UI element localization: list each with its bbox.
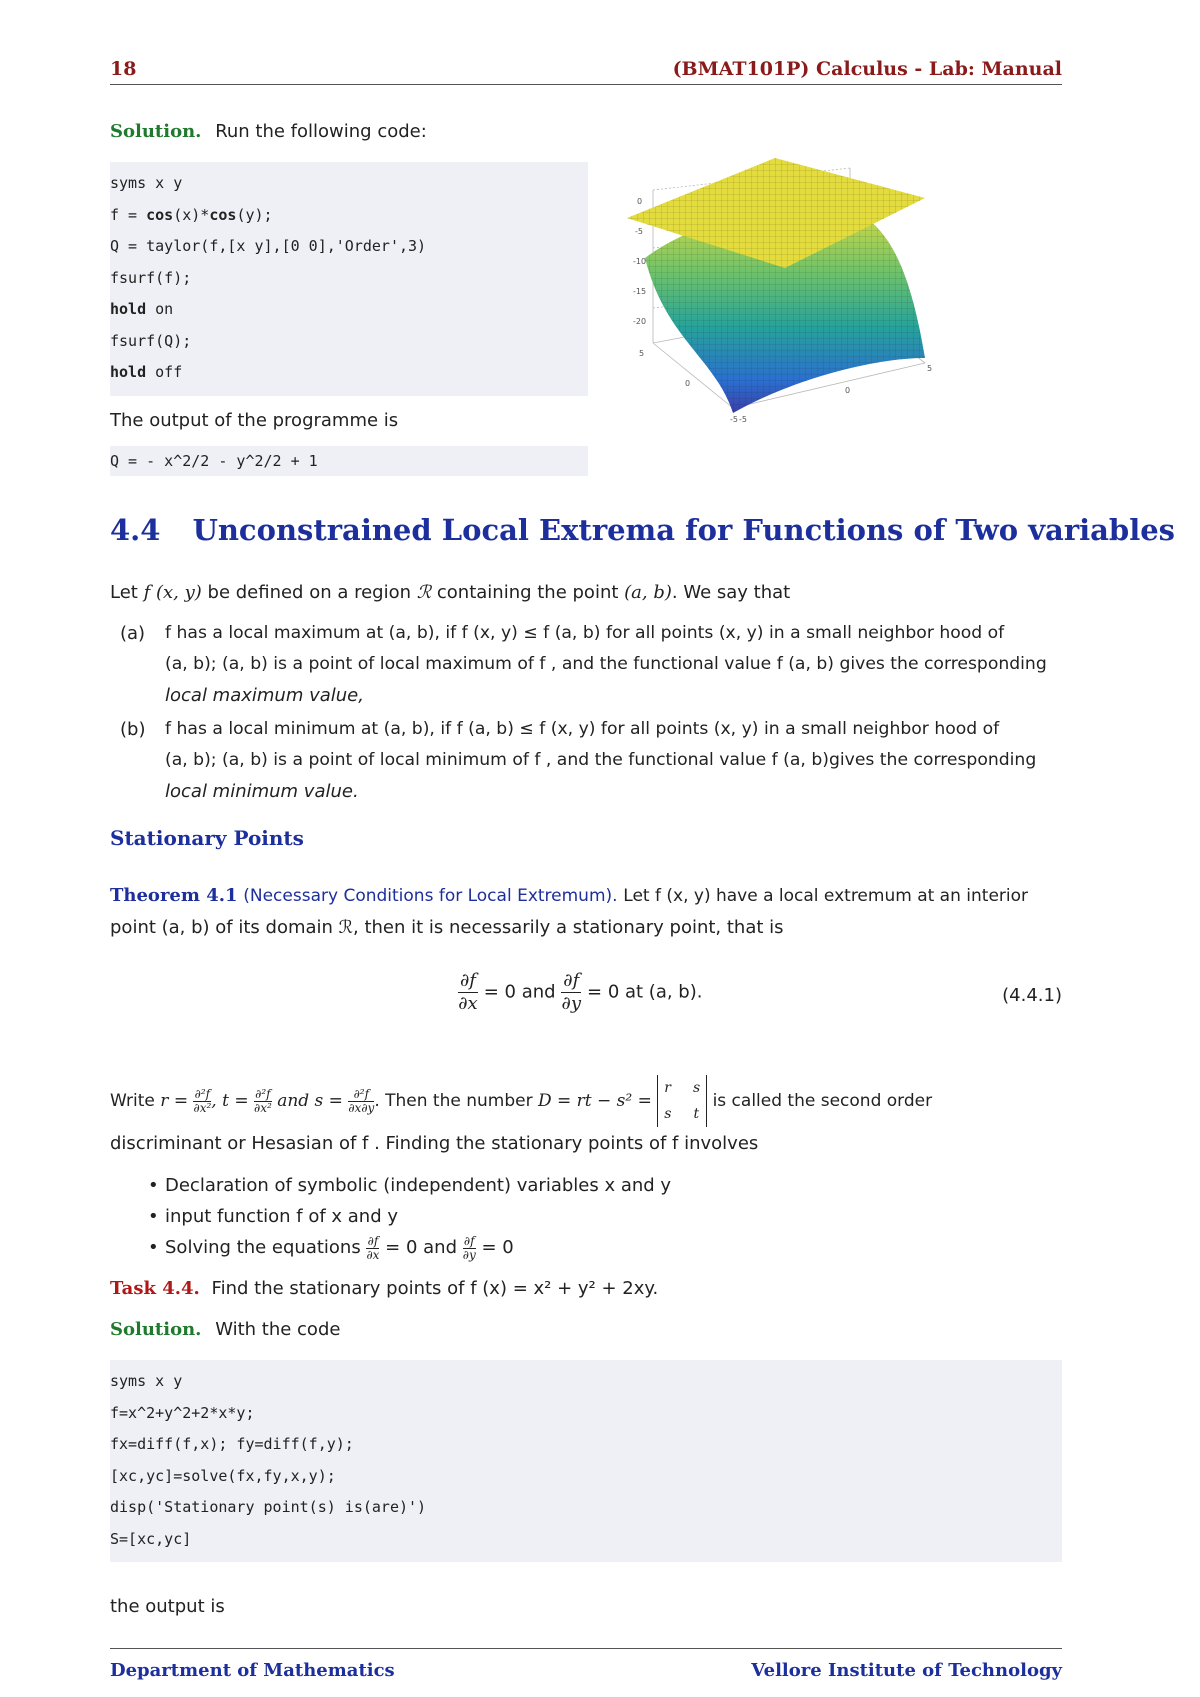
solution-intro bbox=[110, 1314, 340, 1345]
code-line: f = cos(x)*cos(y); bbox=[110, 205, 273, 224]
theorem-name: (Necessary Conditions for Local Extremum). bbox=[243, 886, 618, 906]
theorem: Theorem 4.1 (Necessary Conditions for Local Extremum). Let f (x, y) have a local extremum at an interior point (a, b) of its domain ℛ, then it is necessarily a stationary point, that is bbox=[110, 885, 1029, 938]
running-header-title: (BMAT101P) Calculus - Lab: Manual bbox=[672, 58, 1062, 80]
code-line: syms x y bbox=[110, 1372, 183, 1390]
list-item: (a) f has a local maximum at (a, b), if f (x, y) ≤ f (a, b) for all points (x, y) in a small neighbor hood of (a, b); (a, b) is a point of local maximum of f , and the functional value f (a, b) gives the corresponding local maximum value, bbox=[120, 618, 1065, 714]
item-line: f has a local minimum at (a, b), if f (a, b) ≤ f (x, y) for all points (x, y) in a small neighbor hood of bbox=[165, 719, 1000, 739]
code-line: fsurf(Q); bbox=[110, 331, 192, 350]
task-text: Find the stationary points of f (x) = x² + y² + 2xy. bbox=[211, 1278, 659, 1299]
output-intro: the output is bbox=[110, 1596, 225, 1617]
code-line: Q = - x^2/2 - y^2/2 + 1 bbox=[110, 452, 318, 470]
output-intro: The output of the programme is bbox=[110, 410, 399, 431]
equation-number: (4.4.1) bbox=[1002, 985, 1062, 1006]
code-line: hold off bbox=[110, 363, 183, 381]
equation-4-4-1: $\frac{\partial f}{\partial x}$ = 0 and $\frac{\partial f}{\partial y}$ = 0 at (a, b). bbox=[458, 970, 703, 1014]
z-tick: 0 bbox=[637, 197, 643, 206]
intro-paragraph: Let f (x, y) be defined on a region ℛ containing the point (a, b). We say that bbox=[110, 582, 791, 603]
item-line: (a, b); (a, b) is a point of local minimum of f , and the functional value f (a, b)gives the corresponding bbox=[165, 750, 1037, 770]
code-line: fsurf(f); bbox=[110, 268, 192, 287]
x-tick: -5 bbox=[739, 415, 747, 424]
solution-text: Run the following code: bbox=[215, 121, 427, 142]
bullet-item: • input function f of x and y bbox=[148, 1206, 399, 1227]
solution-text: With the code bbox=[215, 1319, 341, 1340]
item-line: (a, b); (a, b) is a point of local maximum of f , and the functional value f (a, b) gives the corresponding bbox=[165, 654, 1047, 674]
subsection-heading: Stationary Points bbox=[110, 826, 304, 850]
footer-right: Vellore Institute of Technology bbox=[751, 1660, 1062, 1681]
z-tick: -5 bbox=[635, 227, 643, 236]
y-tick: 0 bbox=[685, 379, 691, 388]
y-tick: 5 bbox=[639, 349, 645, 358]
discriminant-line: Write r = $\frac{\text{∂²f}}{\text{∂x²}}$ , t = $\frac{\text{∂²f}}{\text{∂x²}}$ and s = $\frac{\text{∂²f}}{\partial x\partial y}$ . Then the number D = rt − s² = r s s t is called the second order bbox=[110, 1075, 1065, 1127]
solution-intro bbox=[110, 116, 427, 147]
x-tick: 0 bbox=[845, 386, 851, 395]
bullet-item: • Declaration of symbolic (independent) variables x and y bbox=[148, 1175, 672, 1196]
bullet-list bbox=[0, 1170, 1200, 1263]
bullet-item: • Solving the equations $\frac{\partial f}{\partial x}$ = 0 and $\frac{\partial f}{\partial y}$ = 0 bbox=[148, 1233, 514, 1262]
footer-left: Department of Mathematics bbox=[110, 1660, 395, 1681]
code-line: [xc,yc]=solve(fx,fy,x,y); bbox=[110, 1466, 336, 1485]
task-label: Task 4.4. bbox=[110, 1278, 200, 1299]
z-tick: -15 bbox=[633, 287, 647, 296]
item-line: local maximum value, bbox=[165, 685, 364, 706]
z-tick: -10 bbox=[633, 257, 647, 266]
code-block-stationary bbox=[110, 1360, 1062, 1562]
footer-rule bbox=[110, 1648, 1062, 1649]
y-tick: -5 bbox=[730, 415, 738, 424]
code-line: Q = taylor(f,[x y],[0 0],'Order',3) bbox=[110, 237, 427, 255]
theorem-label: Theorem 4.1 bbox=[110, 885, 238, 906]
hessian-matrix: r s s t bbox=[657, 1075, 707, 1127]
code-block-taylor bbox=[110, 162, 588, 396]
item-line: local minimum value. bbox=[165, 781, 359, 802]
page-number: 18 bbox=[110, 58, 137, 80]
section-title: Unconstrained Local Extrema for Functions of Two variables bbox=[192, 513, 1175, 547]
section-heading bbox=[110, 513, 1175, 547]
surface-plot bbox=[625, 158, 1005, 458]
solution-label: Solution. bbox=[110, 121, 202, 142]
x-tick: 5 bbox=[927, 364, 933, 373]
code-block-output bbox=[110, 446, 588, 476]
list-item: (b) f has a local minimum at (a, b), if f (a, b) ≤ f (x, y) for all points (x, y) in a small neighbor hood of (a, b); (a, b) is a point of local minimum of f , and the functional value f (a, b)gives the corresponding local minimum value. bbox=[120, 714, 1065, 810]
section-number: 4.4 bbox=[110, 513, 161, 547]
code-line: disp('Stationary point(s) is(are)') bbox=[110, 1498, 427, 1516]
code-line: f=x^2+y^2+2*x*y; bbox=[110, 1403, 255, 1422]
discriminant-line2: discriminant or Hesasian of f . Finding the stationary points of f involves bbox=[110, 1133, 759, 1154]
header-rule bbox=[110, 84, 1062, 85]
solution-label: Solution. bbox=[110, 1319, 202, 1340]
z-tick: -20 bbox=[633, 317, 647, 326]
item-line: f has a local maximum at (a, b), if f (x, y) ≤ f (a, b) for all points (x, y) in a small neighbor hood of bbox=[165, 623, 1005, 643]
code-line: syms x y bbox=[110, 174, 183, 192]
code-line: fx=diff(f,x); fy=diff(f,y); bbox=[110, 1435, 354, 1453]
task-4-4 bbox=[110, 1273, 658, 1304]
code-line: hold on bbox=[110, 300, 174, 318]
code-line: S=[xc,yc] bbox=[110, 1529, 192, 1548]
